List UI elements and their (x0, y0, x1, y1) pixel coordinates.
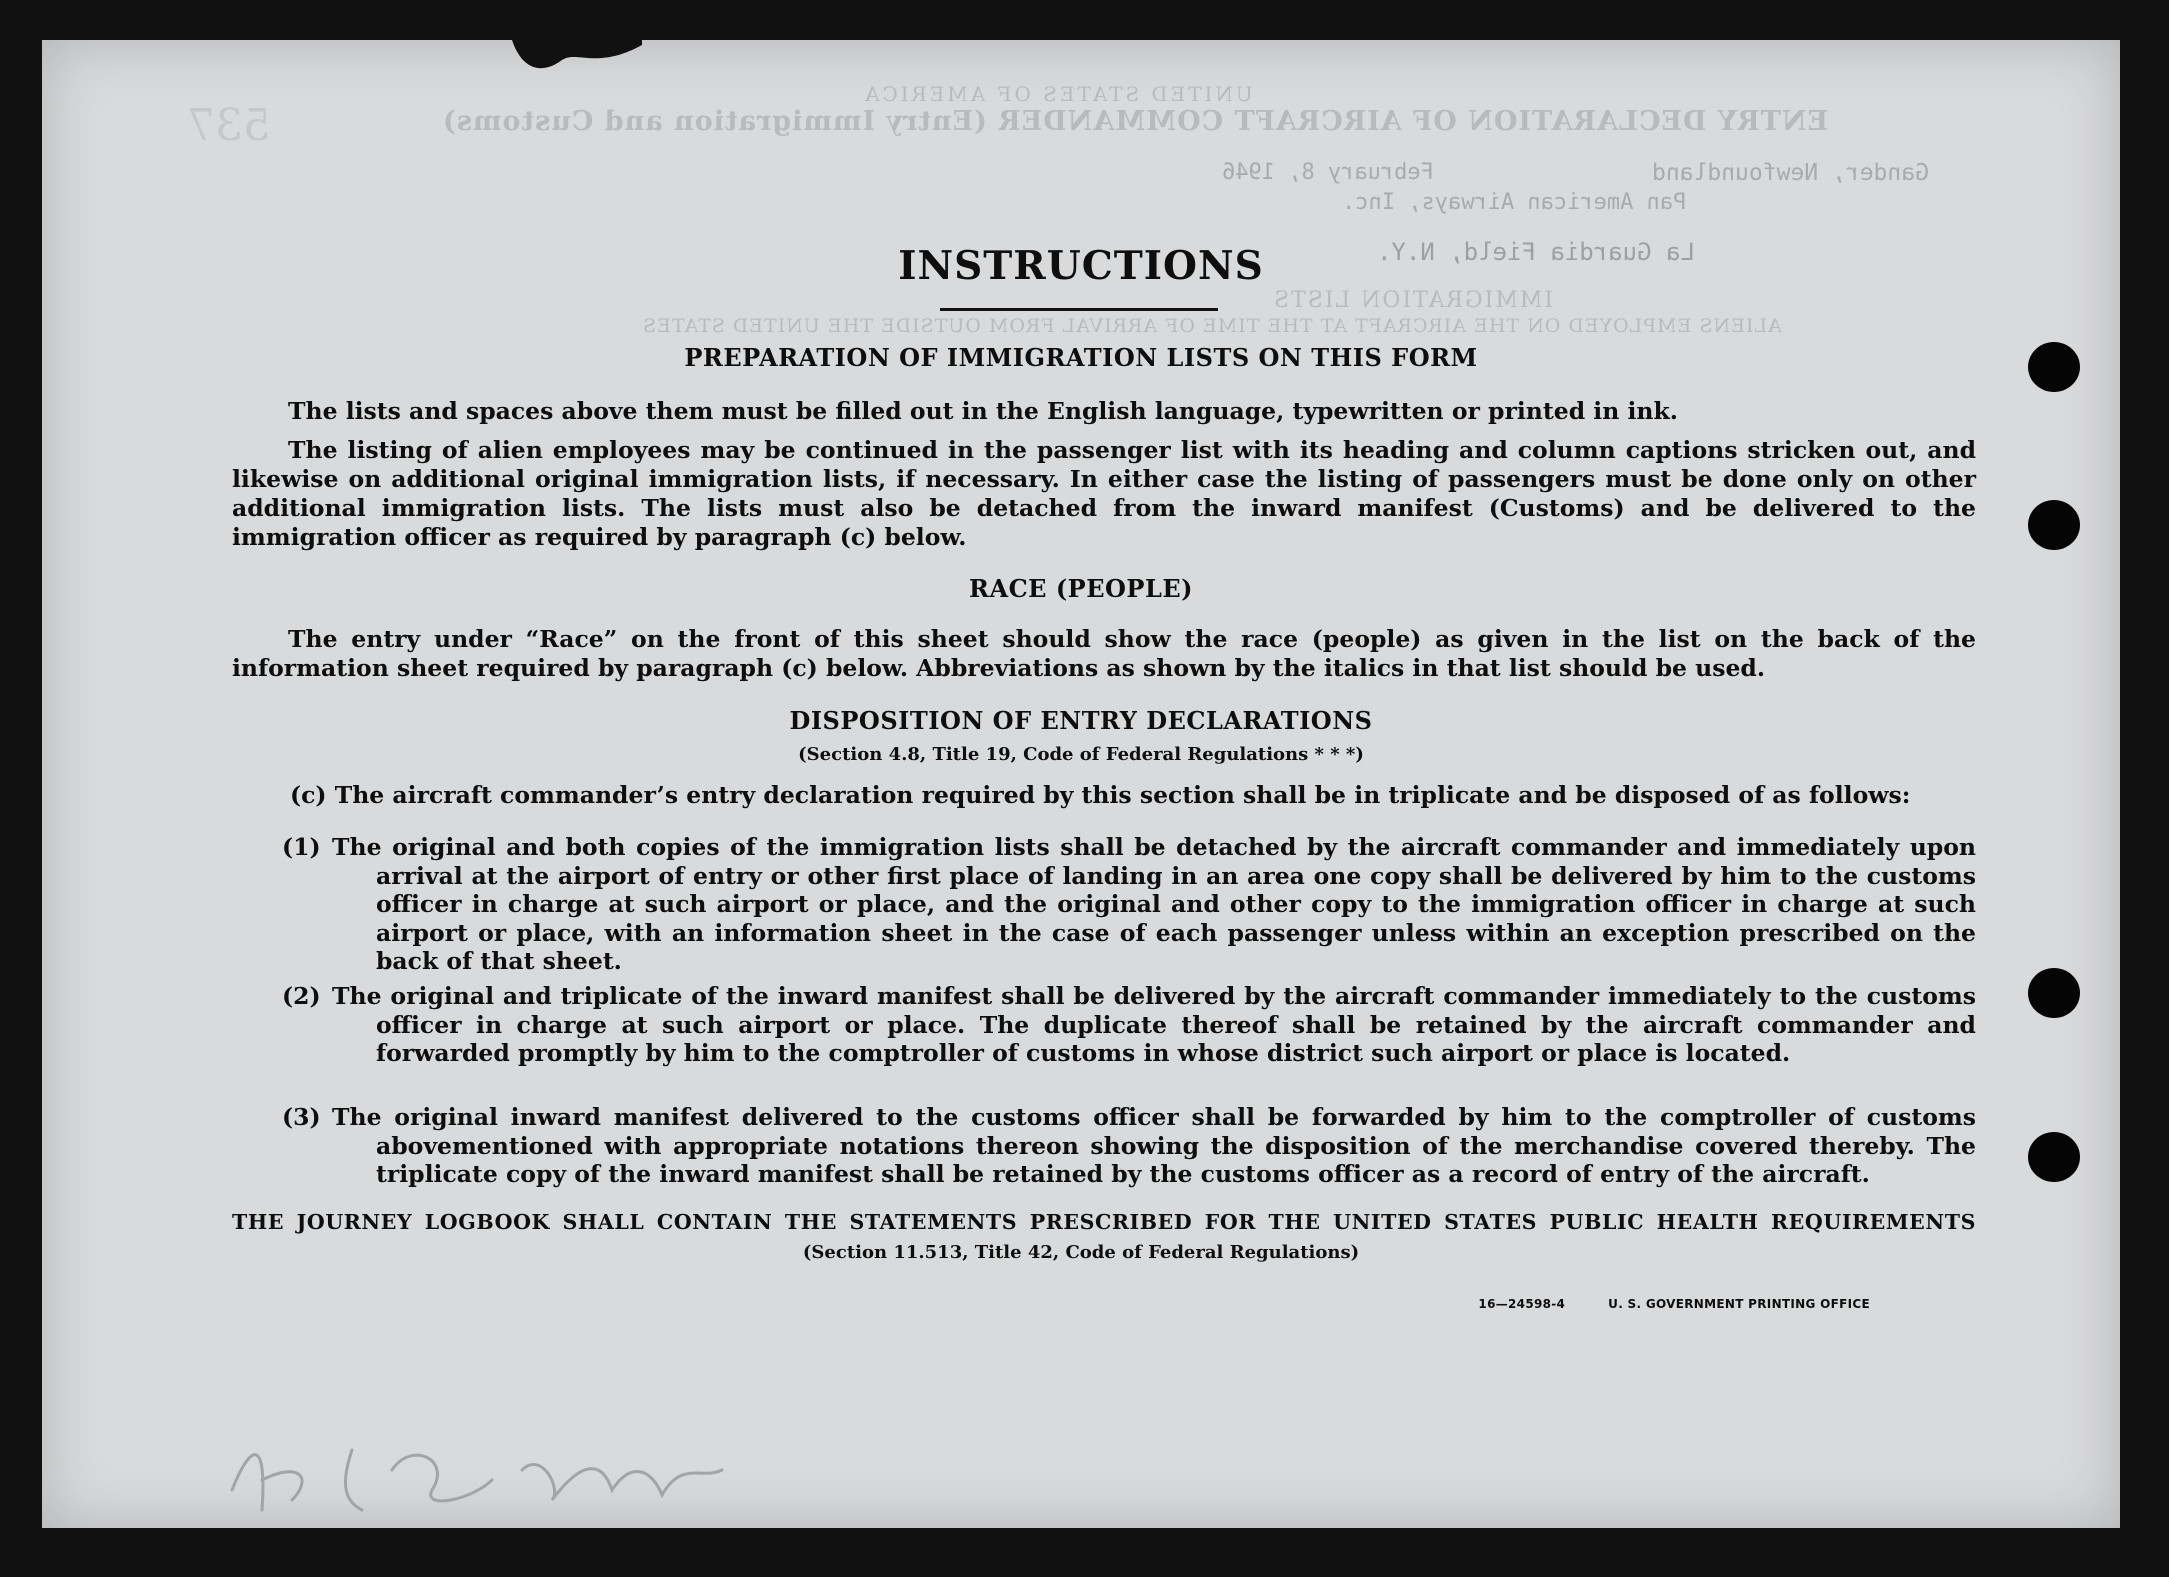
punch-hole (2028, 342, 2080, 392)
printer-imprint (1478, 1297, 1870, 1311)
paragraph-english-language: The lists and spaces above them must be filled out in the English language, typewritten or printed in ink. (288, 397, 1678, 425)
item-text: The original inward manifest delivered to the customs officer shall be forwarded by him to the comptroller of customs abovementioned with appropriate notations thereon showing the disposition of the merchandise covered thereby. The triplicate copy of the inward manifest shall be retained by the customs officer as a record of entry of the aircraft. (332, 1103, 1976, 1188)
bleed-arrival: La Guardia Field, N.Y. (1377, 238, 1695, 266)
bleed-country: UNITED STATES OF AMERICA (862, 82, 1253, 106)
heading-race: RACE (PEOPLE) (969, 574, 1193, 603)
item-number: (1) (282, 833, 321, 861)
printer-name: U. S. GOVERNMENT PRINTING OFFICE (1608, 1297, 1870, 1311)
item-number: (3) (282, 1103, 321, 1131)
bleed-gander: Gander, Newfoundland (1652, 160, 1929, 186)
torn-edge-mark (502, 40, 652, 80)
punch-hole (2028, 500, 2080, 550)
bleed-imm-lists: IMMIGRATION LISTS (1272, 288, 1554, 313)
heading-preparation: PREPARATION OF IMMIGRATION LISTS ON THIS FORM (684, 343, 1478, 372)
paragraph-c-intro: (c) The aircraft commander’s entry declaration required by this section shall be in triplicate and be disposed of as follows: (290, 781, 1911, 809)
bleed-aliens: ALIENS EMPLOYED ON THE AIRCRAFT AT THE TIME OF ARRIVAL FROM OUTSIDE THE UNITED STATES (642, 315, 1782, 337)
item-text: The original and triplicate of the inward manifest shall be delivered by the aircraft commander immediately to the customs officer in charge at such airport or place. The duplicate thereof shall be retained by the aircraft commander and forwarded promptly by him to the comptroller of customs in whose district such airport or place is located. (332, 982, 1976, 1067)
document-sheet (42, 40, 2120, 1528)
bleed-stamp-number: 537 (187, 100, 271, 151)
signature-bleed-through (222, 1420, 742, 1528)
bleed-form-title: ENTRY DECLARATION OF AIRCRAFT COMMANDER (Entry Immigration and Customs) (442, 106, 1829, 137)
punch-hole (2028, 968, 2080, 1018)
list-item (282, 982, 1976, 1068)
list-item (282, 833, 1976, 976)
printer-code: 16—24598-4 (1478, 1297, 1566, 1311)
paragraph-race-entry: The entry under “Race” on the front of this sheet should show the race (people) as given in the list on the back of the information sheet required by paragraph (c) below. Abbreviations as shown by the italics in that list should be used. (232, 625, 1976, 682)
bleed-date: February 8, 1946 (1222, 160, 1434, 185)
paragraph-alien-employees: The listing of alien employees may be continued in the passenger list with its heading and column captions stricken out, and likewise on additional original immigration lists, if necessary. In either case the listing of passengers must be done only on other additional immigration lists. The lists must also be detached from the inward manifest (Customs) and be delivered to the immigration officer as required by paragraph (c) below. (232, 436, 1976, 551)
title-underline (940, 308, 1218, 311)
punch-hole (2028, 1132, 2080, 1182)
footer-citation: (Section 11.513, Title 42, Code of Federal Regulations) (802, 1242, 1360, 1263)
page-title: INSTRUCTIONS (898, 243, 1264, 289)
disposition-citation: (Section 4.8, Title 19, Code of Federal Regulations * * *) (798, 744, 1364, 765)
item-number: (2) (282, 982, 321, 1010)
footer-journey-logbook: THE JOURNEY LOGBOOK SHALL CONTAIN THE STATEMENTS PRESCRIBED FOR THE UNITED STATES PUBLIC HEALTH REQUIREMENTS (232, 1210, 1976, 1234)
item-text: The original and both copies of the immigration lists shall be detached by the aircraft commander and immediately upon arrival at the airport of entry or other first place of landing in an area one copy shall be delivered by him to the customs officer in charge at such airport or place, and the original and other copy to the immigration officer in charge at such airport or place, with an information sheet in the case of each passenger unless within an exception prescribed on the back of that sheet. (332, 833, 1976, 975)
list-item (282, 1103, 1976, 1189)
heading-disposition: DISPOSITION OF ENTRY DECLARATIONS (789, 706, 1373, 735)
bleed-owner: Pan American Airways, Inc. (1342, 190, 1687, 215)
